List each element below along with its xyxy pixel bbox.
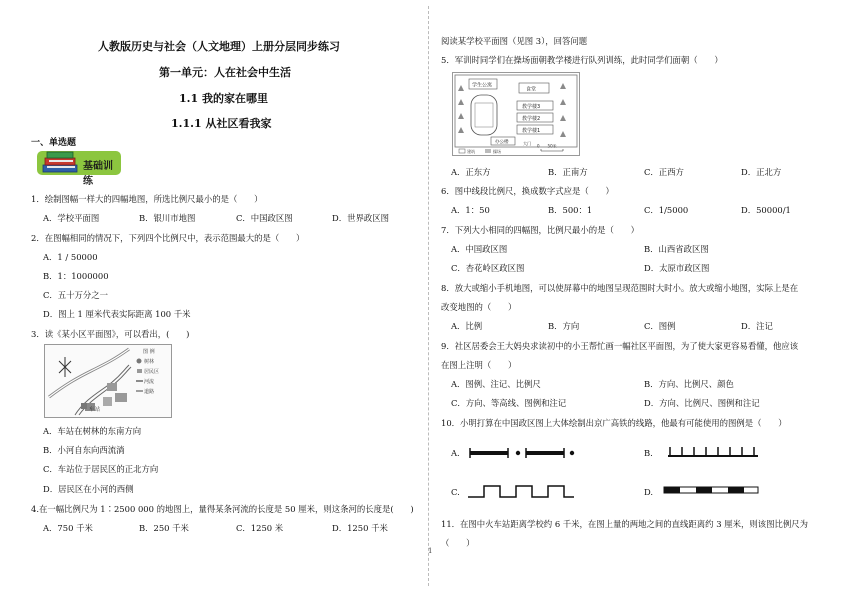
q2-option-a[interactable]: A．1 / 50000: [43, 252, 98, 262]
q5-option-c[interactable]: C．正西方: [644, 167, 684, 177]
legend-residential: 居民区: [144, 369, 160, 375]
q7-option-d[interactable]: D．太原市政区图: [644, 263, 710, 273]
q9-option-b[interactable]: B．方向、比例尺、颜色: [644, 379, 734, 389]
question-9-stem-line1: 9．社区居委会王大妈央求读初中的小王帮忙画一幅社区平面图，为了使大家更容易看懂，他应该: [441, 341, 799, 351]
q10-option-d[interactable]: D.: [644, 487, 654, 497]
document-title: 人教版历史与社会（人文地理）上册分层同步练习: [98, 40, 340, 53]
q10-a-symbol[interactable]: [468, 446, 576, 460]
q9-option-d[interactable]: D．方向、比例尺、图例和注记: [644, 398, 760, 408]
page-number: 1: [428, 547, 433, 555]
building3-label: 教学楼3: [522, 104, 541, 110]
unit-title: 第一单元：人在社会中生活: [159, 66, 291, 79]
question-7-stem: 7．下列大小相同的四幅图，比例尺最小的是（ ）: [441, 225, 639, 235]
badge-label: 基础训练: [83, 161, 113, 187]
q3-option-b[interactable]: B．小河自东向西流淌: [43, 445, 125, 455]
q4-option-a[interactable]: A．750 千米: [43, 523, 93, 533]
q8-option-b[interactable]: B．方向: [548, 321, 580, 331]
question-2-stem: 2．在图幅相同的情况下，下列四个比例尺中，表示范围最大的是（ ）: [31, 233, 305, 243]
legend-building: 建筑: [467, 149, 475, 154]
q10-c-symbol[interactable]: [466, 482, 576, 500]
q8-option-d[interactable]: D．注记: [741, 321, 773, 331]
question-6-stem: 6．图中线段比例尺，换成数字式应是（ ）: [441, 186, 614, 196]
question-5-stem: 5．军训时同学们在操场面朝教学楼进行队列训练，此时同学们面朝（ ）: [441, 55, 723, 65]
q8-option-a[interactable]: A．比例: [451, 321, 483, 331]
q3-option-d[interactable]: D．居民区在小河的西侧: [43, 484, 134, 494]
building2-label: 教学楼2: [522, 116, 541, 122]
building1-label: 教学楼1: [522, 128, 541, 134]
q6-option-c[interactable]: C．1/5000: [644, 205, 689, 215]
q1-option-c[interactable]: C．中国政区图: [236, 213, 293, 223]
q1-option-b[interactable]: B．银川市地图: [139, 213, 196, 223]
question-8-stem-line2: 改变地图的（ ）: [441, 302, 517, 312]
community-plan-figure: [44, 344, 172, 418]
canteen-label: 食堂: [526, 86, 537, 93]
reading-intro: 阅读某学校平面图（见图 3），回答问题: [441, 36, 588, 46]
q10-d-symbol[interactable]: [662, 484, 762, 496]
office-label: 办公楼: [495, 140, 509, 145]
q6-option-a[interactable]: A．1：50: [451, 205, 490, 215]
station-label: 车站: [89, 407, 101, 413]
question-8-stem-line1: 8．放大或缩小手机地图，可以使屏幕中的地图呈现范围时大时小。放大或缩小地图，实际上是在: [441, 283, 799, 293]
question-4-stem: 4.在一幅比例尺为 1∶2500 000 的地图上，量得某条河流的长度是 50 厘米，则这条河的长度是( ): [31, 504, 414, 514]
q5-option-d[interactable]: D．正北方: [741, 167, 782, 177]
q9-option-a[interactable]: A．图例、注记、比例尺: [451, 379, 541, 389]
column-divider: [428, 6, 429, 586]
question-11-stem-line1: 11．在图中火车站距离学校约 6 千米，在图上量的两地之间的直线距离约 3 厘米，则该图比例尺为: [441, 519, 808, 529]
q6-option-b[interactable]: B．500：1: [548, 205, 593, 215]
q6-option-d[interactable]: D．50000/1: [741, 205, 791, 215]
q4-option-b[interactable]: B．250 千米: [139, 523, 189, 533]
q7-option-a[interactable]: A．中国政区图: [451, 244, 508, 254]
section-title: 1.1.1 从社区看我家: [171, 117, 272, 130]
q2-option-b[interactable]: B．1：1000000: [43, 271, 109, 281]
q4-option-c[interactable]: C．1250 米: [236, 523, 284, 533]
q10-option-c[interactable]: C.: [451, 487, 460, 497]
q7-option-b[interactable]: B．山西省政区图: [644, 244, 709, 254]
legend-road: 道路: [144, 389, 155, 395]
gate-label: 大门: [523, 141, 531, 146]
question-10-stem: 10．小明打算在中国政区图上大体绘制出京广高铁的线路，他最有可能使用的图例是（ ）: [441, 418, 787, 428]
q3-option-c[interactable]: C．车站位于居民区的正北方向: [43, 464, 159, 474]
q10-option-a[interactable]: A.: [451, 448, 460, 458]
legend-track: 操场: [493, 149, 501, 154]
part-title: 一、单选题: [31, 138, 77, 148]
q4-option-d[interactable]: D．1250 千米: [332, 523, 388, 533]
q8-option-c[interactable]: C．图例: [644, 321, 676, 331]
question-3-stem: 3．读《某小区平面图》，可以看出，( ): [31, 329, 190, 339]
legend-title: 图 例: [143, 349, 155, 355]
question-9-stem-line2: 在图上注明（ ）: [441, 360, 517, 370]
question-11-stem-line2: （ ）: [441, 538, 475, 548]
dorm-label: 学生公寓: [472, 82, 493, 89]
lesson-title: 1.1 我的家在哪里: [179, 92, 268, 105]
q10-b-symbol[interactable]: [666, 444, 762, 460]
q9-option-c[interactable]: C．方向、等高线、图例和注记: [451, 398, 567, 408]
q3-option-a[interactable]: A．车站在树林的东南方向: [43, 426, 142, 436]
legend-river: 河流: [144, 379, 155, 385]
scale-bar-label: 0 50米: [537, 143, 557, 149]
badge-basic-training: [37, 151, 121, 187]
q10-option-b[interactable]: B.: [644, 448, 653, 458]
q2-option-c[interactable]: C．五十万分之一: [43, 290, 109, 300]
q1-option-a[interactable]: A．学校平面图: [43, 213, 100, 223]
school-plan-figure: [452, 72, 580, 156]
books-icon: [39, 147, 81, 175]
q5-option-a[interactable]: A．正东方: [451, 167, 491, 177]
legend-forest: 树林: [144, 359, 155, 365]
q7-option-c[interactable]: C．杏花岭区政区图: [451, 263, 525, 273]
q1-option-d[interactable]: D．世界政区图: [332, 213, 389, 223]
q5-option-b[interactable]: B．正南方: [548, 167, 588, 177]
q2-option-d[interactable]: D．图上 1 厘米代表实际距离 100 千米: [43, 309, 191, 319]
question-1-stem: 1．绘制图幅一样大的四幅地图，所选比例尺最小的是（ ）: [31, 194, 263, 204]
